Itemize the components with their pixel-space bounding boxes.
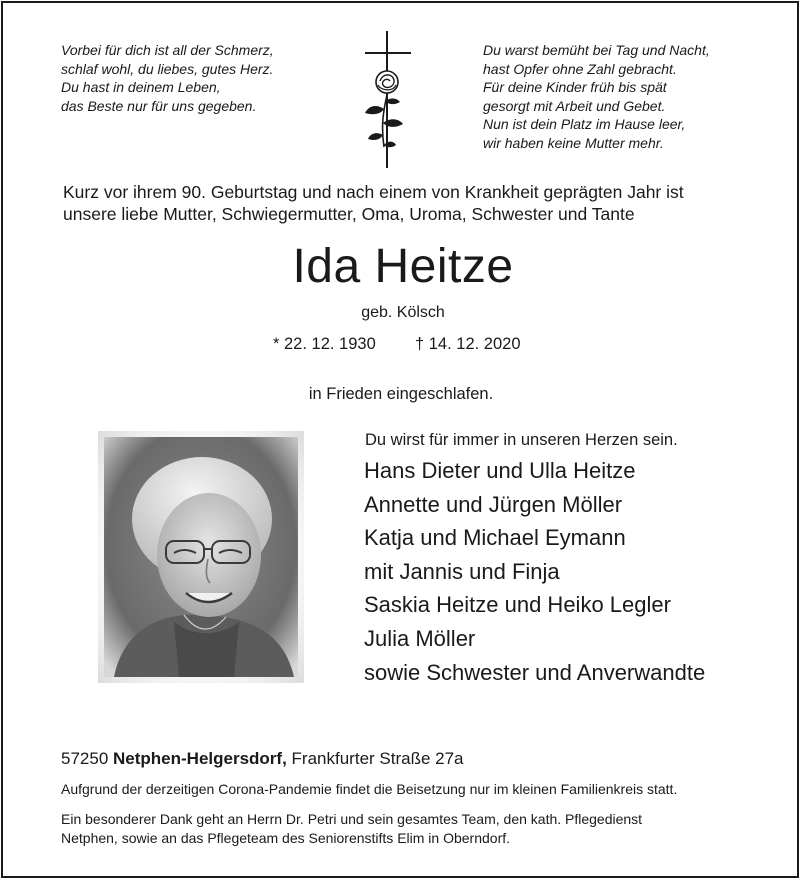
poem-line: das Beste nur für uns gegeben.: [61, 97, 257, 114]
maiden-name: geb. Kölsch: [361, 304, 445, 321]
note-line: Netphen, sowie an das Pflegeteam des Seniorenstifts Elim in Oberndorf.: [61, 830, 511, 846]
poem-line: hast Opfer ohne Zahl gebracht.: [483, 60, 677, 77]
list-item: Saskia Heitze und Heiko Legler: [364, 592, 671, 618]
list-item: mit Jannis und Finja: [364, 558, 560, 584]
mourners-list: [364, 454, 705, 689]
poem-line: Vorbei für dich ist all der Schmerz,: [61, 42, 274, 58]
intro-line: Kurz vor ihrem 90. Geburtstag und nach einem von Krankheit geprägten Jahr ist: [63, 182, 684, 202]
list-item: Hans Dieter und Ulla Heitze: [364, 458, 636, 483]
poem-line: Du hast in deinem Leben,: [61, 79, 221, 96]
mourners-intro: Du wirst für immer in unseren Herzen sein.: [365, 431, 678, 449]
list-item: sowie Schwester und Anverwandte: [364, 659, 706, 685]
intro-line: unsere liebe Mutter, Schwiegermutter, Oma, Uroma, Schwester und Tante: [63, 204, 635, 224]
portrait-photo: [98, 431, 304, 683]
peace-text: [3, 384, 800, 404]
poem-line: schlaf wohl, du liebes, gutes Herz.: [61, 60, 274, 77]
note-line: Ein besonderer Dank geht an Herrn Dr. Petri und sein gesamtes Team, den kath. Pflegedienst: [61, 811, 643, 827]
address-street: Frankfurter Straße 27a: [291, 749, 464, 768]
thanks-note: [61, 810, 642, 848]
portrait-image: [104, 437, 298, 677]
list-item: Katja und Michael Eymann: [364, 525, 626, 551]
note-line: Aufgrund der derzeitigen Corona-Pandemie findet die Beisetzung nur im kleinen Familienkreis statt.: [61, 781, 678, 797]
death-date: † 14. 12. 2020: [415, 335, 521, 353]
deceased-name: Ida Heitze: [292, 240, 514, 293]
poem-line: Nun ist dein Platz im Hause leer,: [483, 116, 686, 133]
address-postcode: 57250: [61, 749, 109, 768]
address-town: Netphen-Helgersdorf,: [113, 749, 287, 768]
poem-left: [61, 41, 274, 115]
poem-line: gesorgt mit Arbeit und Gebet.: [483, 97, 666, 114]
list-item: Julia Möller: [364, 625, 476, 651]
address: [61, 748, 464, 770]
birth-date: * 22. 12. 1930: [273, 335, 376, 353]
funeral-note: [61, 780, 677, 799]
poem-line: wir haben keine Mutter mehr.: [483, 134, 664, 151]
cross-with-rose-icon: [359, 27, 419, 172]
poem-line: Du warst bemüht bei Tag und Nacht,: [483, 42, 710, 58]
peace-text-label: in Frieden eingeschlafen.: [308, 385, 494, 403]
intro-text: [63, 181, 763, 225]
poem-line: Für deine Kinder früh bis spät: [483, 79, 667, 96]
poem-right: [483, 41, 710, 153]
obituary-frame: [1, 1, 799, 878]
list-item: Annette und Jürgen Möller: [364, 491, 623, 517]
